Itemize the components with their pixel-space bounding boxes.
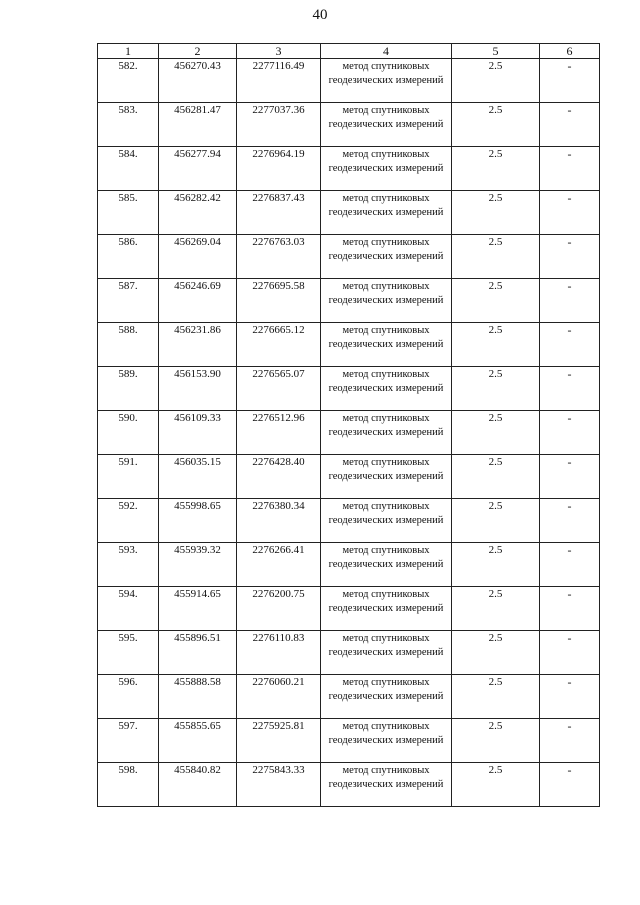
table-row — [98, 367, 600, 411]
x-coordinate-cell: 455939.32 — [159, 543, 237, 587]
method-cell: метод спутниковых геодезических измерений — [321, 763, 452, 807]
table-row — [98, 587, 600, 631]
x-coordinate-cell: 455855.65 — [159, 719, 237, 763]
table-header — [98, 44, 600, 59]
x-coordinate-cell: 455896.51 — [159, 631, 237, 675]
table-row — [98, 543, 600, 587]
accuracy-cell: 2.5 — [452, 719, 540, 763]
point-number-cell: 593. — [98, 543, 159, 587]
x-coordinate-cell: 456282.42 — [159, 191, 237, 235]
y-coordinate-cell: 2276665.12 — [237, 323, 321, 367]
note-cell: - — [540, 103, 600, 147]
y-coordinate-cell: 2276428.40 — [237, 455, 321, 499]
accuracy-cell: 2.5 — [452, 499, 540, 543]
method-cell: метод спутниковых геодезических измерений — [321, 587, 452, 631]
y-coordinate-cell: 2277116.49 — [237, 59, 321, 103]
column-header-5: 5 — [452, 44, 540, 59]
note-cell: - — [540, 587, 600, 631]
point-number-cell: 585. — [98, 191, 159, 235]
y-coordinate-cell: 2276380.34 — [237, 499, 321, 543]
point-number-cell: 596. — [98, 675, 159, 719]
note-cell: - — [540, 147, 600, 191]
accuracy-cell: 2.5 — [452, 103, 540, 147]
note-cell: - — [540, 191, 600, 235]
method-cell: метод спутниковых геодезических измерений — [321, 455, 452, 499]
note-cell: - — [540, 499, 600, 543]
point-number-cell: 582. — [98, 59, 159, 103]
method-cell: метод спутниковых геодезических измерений — [321, 235, 452, 279]
table-row — [98, 103, 600, 147]
method-cell: метод спутниковых геодезических измерений — [321, 59, 452, 103]
note-cell: - — [540, 763, 600, 807]
accuracy-cell: 2.5 — [452, 631, 540, 675]
table-row — [98, 719, 600, 763]
point-number-cell: 598. — [98, 763, 159, 807]
table-row — [98, 191, 600, 235]
point-number-cell: 594. — [98, 587, 159, 631]
accuracy-cell: 2.5 — [452, 411, 540, 455]
y-coordinate-cell: 2276964.19 — [237, 147, 321, 191]
x-coordinate-cell: 455914.65 — [159, 587, 237, 631]
method-cell: метод спутниковых геодезических измерений — [321, 631, 452, 675]
method-cell: метод спутниковых геодезических измерений — [321, 103, 452, 147]
point-number-cell: 595. — [98, 631, 159, 675]
point-number-cell: 586. — [98, 235, 159, 279]
x-coordinate-cell: 456035.15 — [159, 455, 237, 499]
column-header-2: 2 — [159, 44, 237, 59]
y-coordinate-cell: 2276695.58 — [237, 279, 321, 323]
table-row — [98, 499, 600, 543]
y-coordinate-cell: 2275925.81 — [237, 719, 321, 763]
point-number-cell: 597. — [98, 719, 159, 763]
note-cell: - — [540, 543, 600, 587]
note-cell: - — [540, 675, 600, 719]
point-number-cell: 591. — [98, 455, 159, 499]
accuracy-cell: 2.5 — [452, 587, 540, 631]
x-coordinate-cell: 456246.69 — [159, 279, 237, 323]
accuracy-cell: 2.5 — [452, 191, 540, 235]
page-number: 40 — [312, 7, 328, 23]
x-coordinate-cell: 456269.04 — [159, 235, 237, 279]
x-coordinate-cell: 455998.65 — [159, 499, 237, 543]
table-body — [98, 59, 600, 807]
note-cell: - — [540, 279, 600, 323]
method-cell: метод спутниковых геодезических измерений — [321, 279, 452, 323]
method-cell: метод спутниковых геодезических измерений — [321, 191, 452, 235]
accuracy-cell: 2.5 — [452, 59, 540, 103]
method-cell: метод спутниковых геодезических измерений — [321, 719, 452, 763]
column-header-1: 1 — [98, 44, 159, 59]
table-row — [98, 59, 600, 103]
accuracy-cell: 2.5 — [452, 279, 540, 323]
coordinates-table — [97, 43, 600, 807]
accuracy-cell: 2.5 — [452, 543, 540, 587]
point-number-cell: 587. — [98, 279, 159, 323]
point-number-cell: 589. — [98, 367, 159, 411]
point-number-cell: 590. — [98, 411, 159, 455]
table-row — [98, 763, 600, 807]
method-cell: метод спутниковых геодезических измерений — [321, 675, 452, 719]
note-cell: - — [540, 367, 600, 411]
accuracy-cell: 2.5 — [452, 763, 540, 807]
accuracy-cell: 2.5 — [452, 455, 540, 499]
method-cell: метод спутниковых геодезических измерений — [321, 543, 452, 587]
x-coordinate-cell: 456281.47 — [159, 103, 237, 147]
accuracy-cell: 2.5 — [452, 323, 540, 367]
method-cell: метод спутниковых геодезических измерений — [321, 323, 452, 367]
table-row — [98, 235, 600, 279]
note-cell: - — [540, 323, 600, 367]
x-coordinate-cell: 455888.58 — [159, 675, 237, 719]
method-cell: метод спутниковых геодезических измерений — [321, 411, 452, 455]
column-header-4: 4 — [321, 44, 452, 59]
method-cell: метод спутниковых геодезических измерений — [321, 367, 452, 411]
table-row — [98, 411, 600, 455]
table-row — [98, 279, 600, 323]
method-cell: метод спутниковых геодезических измерений — [321, 499, 452, 543]
point-number-cell: 592. — [98, 499, 159, 543]
point-number-cell: 588. — [98, 323, 159, 367]
y-coordinate-cell: 2276200.75 — [237, 587, 321, 631]
header-row — [98, 44, 600, 59]
x-coordinate-cell: 456153.90 — [159, 367, 237, 411]
accuracy-cell: 2.5 — [452, 235, 540, 279]
x-coordinate-cell: 456277.94 — [159, 147, 237, 191]
point-number-cell: 583. — [98, 103, 159, 147]
y-coordinate-cell: 2276837.43 — [237, 191, 321, 235]
accuracy-cell: 2.5 — [452, 675, 540, 719]
y-coordinate-cell: 2276565.07 — [237, 367, 321, 411]
note-cell: - — [540, 235, 600, 279]
y-coordinate-cell: 2275843.33 — [237, 763, 321, 807]
point-number-cell: 584. — [98, 147, 159, 191]
table-row — [98, 631, 600, 675]
accuracy-cell: 2.5 — [452, 147, 540, 191]
table-row — [98, 455, 600, 499]
y-coordinate-cell: 2276512.96 — [237, 411, 321, 455]
note-cell: - — [540, 411, 600, 455]
table-row — [98, 147, 600, 191]
note-cell: - — [540, 631, 600, 675]
column-header-6: 6 — [540, 44, 600, 59]
x-coordinate-cell: 456270.43 — [159, 59, 237, 103]
table-row — [98, 675, 600, 719]
method-cell: метод спутниковых геодезических измерений — [321, 147, 452, 191]
accuracy-cell: 2.5 — [452, 367, 540, 411]
note-cell: - — [540, 59, 600, 103]
table-row — [98, 323, 600, 367]
y-coordinate-cell: 2276266.41 — [237, 543, 321, 587]
y-coordinate-cell: 2276110.83 — [237, 631, 321, 675]
x-coordinate-cell: 455840.82 — [159, 763, 237, 807]
y-coordinate-cell: 2276060.21 — [237, 675, 321, 719]
note-cell: - — [540, 719, 600, 763]
y-coordinate-cell: 2277037.36 — [237, 103, 321, 147]
x-coordinate-cell: 456109.33 — [159, 411, 237, 455]
x-coordinate-cell: 456231.86 — [159, 323, 237, 367]
note-cell: - — [540, 455, 600, 499]
y-coordinate-cell: 2276763.03 — [237, 235, 321, 279]
column-header-3: 3 — [237, 44, 321, 59]
